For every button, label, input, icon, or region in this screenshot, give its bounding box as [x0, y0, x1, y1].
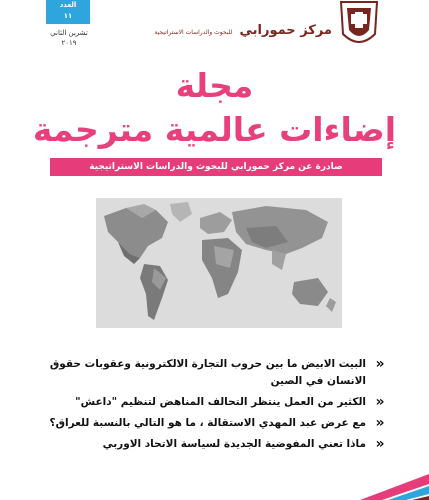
publisher-bar: صادرة عن مركز حمورابي للبحوث والدراسات الاستراتيجية: [50, 158, 382, 176]
issue-date: [44, 28, 94, 48]
double-chevron-left-icon: «: [375, 394, 385, 410]
magazine-label: مجلة: [175, 66, 254, 105]
issue-label: العدد: [59, 1, 77, 9]
issue-month: تشرين الثاني: [50, 29, 88, 37]
double-chevron-left-icon: «: [375, 415, 385, 431]
issue-year: ٢٠١٩: [61, 39, 77, 47]
logo-subtitle: للبحوث والدراسات الاستراتيجية: [154, 29, 233, 36]
headline-item[interactable]: [12, 436, 390, 453]
logo-text: [150, 19, 332, 38]
headline-text: البيت الابيض ما بين حروب التجارة الالكترونية وعقوبات حقوق الانسان في الصين: [49, 358, 366, 387]
headline-item[interactable]: [12, 415, 390, 432]
headline-list: [12, 356, 390, 457]
double-chevron-left-icon: «: [375, 356, 385, 372]
issue-badge: [46, 0, 90, 24]
world-map-image: [96, 198, 342, 328]
headline-text: ماذا تعني المفوضية الجديدة لسياسة الاتحاد الاوربي: [102, 438, 366, 450]
headline-item[interactable]: [12, 394, 390, 411]
headline-text: مع عرض عبد المهدي الاستقالة ، ما هو التالي بالنسبة للعراق؟: [49, 417, 366, 429]
headline-item[interactable]: [12, 356, 390, 390]
logo-name: مركز حمورابي: [239, 23, 332, 38]
issue-number: ١١: [63, 12, 73, 20]
double-chevron-left-icon: «: [375, 436, 385, 452]
decorative-stripe: [330, 470, 429, 500]
headline-text: الكثير من العمل ينتظر التحالف المناهض لتنظيم "داعش": [75, 396, 366, 408]
magazine-title: إضاءات عالمية مترجمة: [32, 110, 397, 149]
logo-emblem-icon: [335, 0, 383, 52]
